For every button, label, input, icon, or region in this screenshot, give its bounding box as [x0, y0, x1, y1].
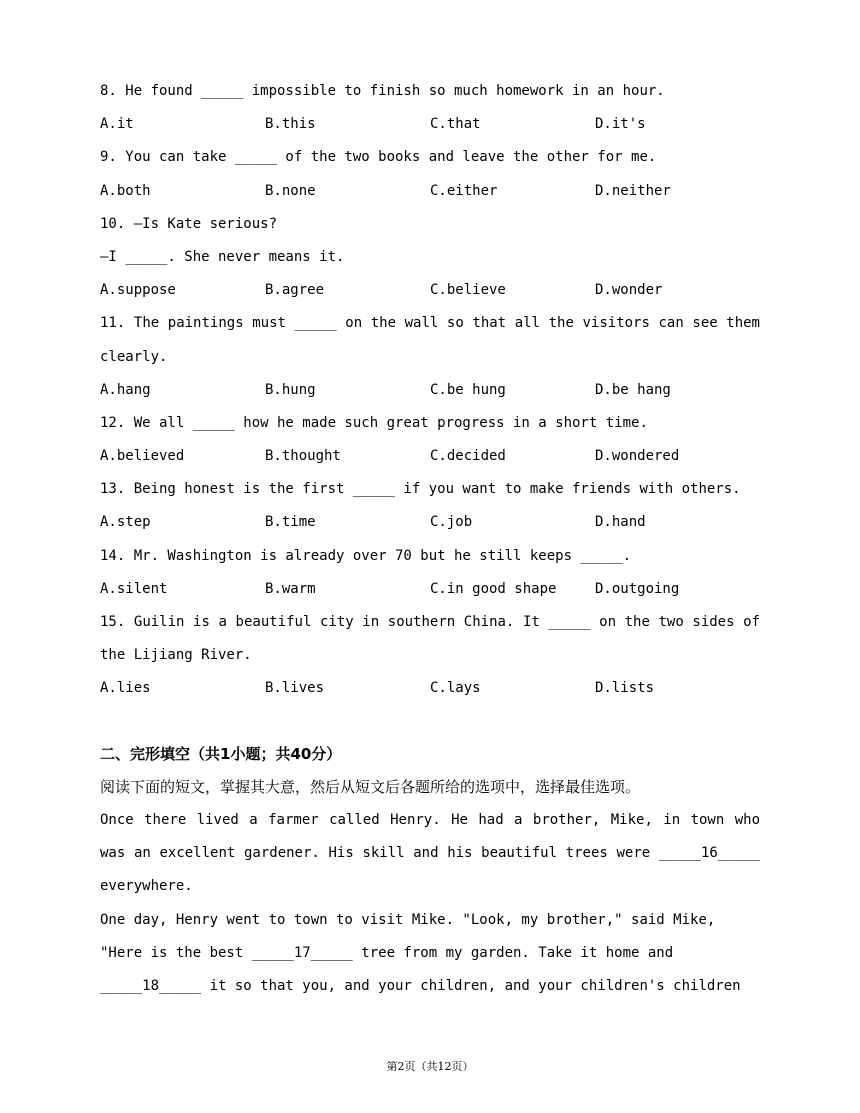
question-10 [100, 213, 760, 313]
question-stem: 11. The paintings must _____ on the wall so that all the visitors can see them [100, 315, 760, 332]
question-stem: 10. —Is Kate serious? [100, 215, 278, 232]
option-a: A.silent [100, 580, 168, 597]
option-row [100, 677, 760, 710]
option-row [100, 379, 760, 412]
question-14 [100, 545, 760, 611]
option-d: D.neither [595, 182, 671, 199]
option-c: C.either [430, 182, 498, 199]
option-b: B.none [265, 182, 316, 199]
option-b: B.agree [265, 282, 325, 299]
option-d: D.wonder [595, 282, 663, 299]
option-a: A.both [100, 182, 151, 199]
option-d: D.it's [595, 116, 646, 133]
option-b: B.lives [265, 680, 325, 697]
passage-line: Once there lived a farmer called Henry. He had a brother, Mike, in town who [100, 811, 760, 828]
question-stem: 15. Guilin is a beautiful city in southern China. It _____ on the two sides of [100, 614, 760, 630]
option-b: B.hung [265, 381, 316, 398]
section-spacer [100, 711, 760, 743]
option-b: B.warm [265, 580, 316, 597]
section-title: 二、完形填空（共1小题；共40分） [100, 744, 342, 763]
option-d: D.hand [595, 514, 646, 531]
passage-line: "Here is the best _____17_____ tree from my garden. Take it home and [100, 944, 674, 961]
question-12 [100, 412, 760, 478]
option-c: C.lays [430, 680, 481, 697]
question-stem: 13. Being honest is the first _____ if you want to make friends with others. [100, 481, 741, 498]
option-c: C.in good shape [430, 580, 557, 597]
option-a: A.it [100, 116, 134, 133]
option-row [100, 445, 760, 478]
question-stem: 12. We all _____ how he made such great progress in a short time. [100, 414, 648, 431]
option-c: C.that [430, 116, 481, 133]
option-a: A.lies [100, 680, 151, 697]
question-stem: 14. Mr. Washington is already over 70 but he still keeps _____. [100, 547, 632, 564]
option-row [100, 511, 760, 544]
page-content [100, 80, 760, 1008]
option-row [100, 578, 760, 611]
option-c: C.job [430, 514, 473, 531]
option-a: A.believed [100, 448, 185, 465]
question-13 [100, 478, 760, 544]
option-c: C.believe [430, 282, 506, 299]
option-c: C.decided [430, 448, 506, 465]
option-c: C.be hung [430, 381, 506, 398]
option-row [100, 113, 760, 146]
option-b: B.thought [265, 448, 341, 465]
question-stem-line-2: —I _____. She never means it. [100, 248, 345, 265]
cloze-section [100, 743, 760, 1009]
option-a: A.hang [100, 381, 151, 398]
passage-line: One day, Henry went to town to visit Mike. "Look, my brother," said Mike, [100, 911, 716, 928]
option-d: D.wondered [595, 448, 680, 465]
passage-line: _____18_____ it so that you, and your children, and your children's children [100, 977, 741, 994]
question-11 [100, 312, 760, 412]
option-a: A.suppose [100, 282, 176, 299]
option-d: D.lists [595, 680, 655, 697]
option-b: B.this [265, 116, 316, 133]
question-15 [100, 611, 760, 711]
option-d: D.be hang [595, 381, 671, 398]
passage-line: everywhere. [100, 878, 193, 895]
question-stem-line-2: the Lijiang River. [100, 647, 252, 664]
section-instruction: 阅读下面的短文，掌握其大意，然后从短文后各题所给的选项中，选择最佳选项。 [100, 777, 641, 796]
question-stem: 8. He found _____ impossible to finish so much homework in an hour. [100, 83, 665, 99]
passage-line: was an excellent gardener. His skill and his beautiful trees were _____16_____ [100, 845, 760, 862]
question-stem-line-2: clearly. [100, 348, 168, 365]
option-a: A.step [100, 514, 151, 531]
page-footer: 第2页（共12页） [386, 1060, 474, 1073]
option-b: B.time [265, 514, 316, 531]
question-stem: 9. You can take _____ of the two books and leave the other for me. [100, 149, 657, 166]
option-row [100, 279, 760, 312]
option-row [100, 180, 760, 213]
question-8 [100, 80, 760, 146]
option-d: D.outgoing [595, 580, 680, 597]
question-9 [100, 146, 760, 212]
